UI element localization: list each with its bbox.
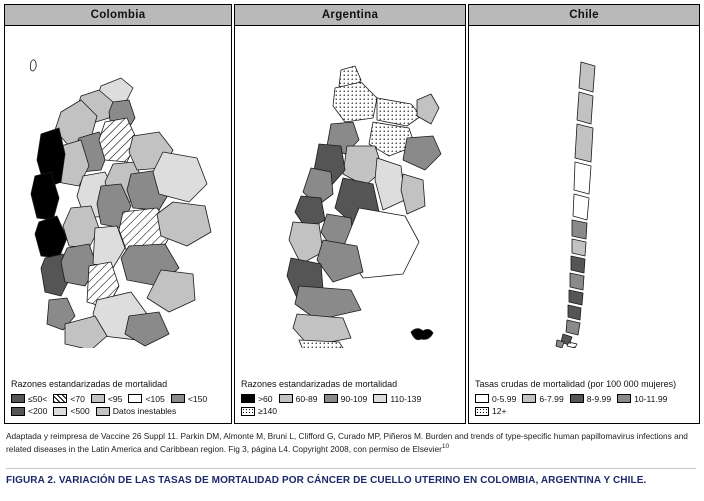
legend-item [475,394,516,405]
source-text: Adaptada y reimpresa de Vaccine 26 Suppl 11. Parkin DM, Almonte M, Bruni L, Clifford G, Curado MP, Piñeros M. Burden and trends of type-specific human papillomavirus infections and related diseases in the Latin America and Caribbean region. Fig 3, página L4. Copyright 2008, con permiso de Elsevier [6,431,688,454]
legend-swatch-icon [324,394,338,403]
legend-swatch-icon [91,394,105,403]
legend-item [617,394,667,405]
legend-chile [475,379,695,419]
legend-swatch-icon [53,394,67,403]
legend-item [11,406,47,417]
argentina-map-svg [235,26,465,348]
legend-item [373,394,421,405]
legend-item-label: <150 [187,393,208,404]
legend-item-label: <500 [70,406,90,417]
legend-item [241,394,273,405]
legend-swatch-icon [522,394,536,403]
legend-item [96,406,177,417]
figure-caption-text: FIGURA 2. VARIACIÓN DE LAS TASAS DE MORTALIDAD POR CÁNCER DE CUELLO UTERINO EN COLOMBIA, ARGENTINA Y CHILE. [6,475,647,486]
map-panels [4,4,700,424]
legend-swatch-icon [475,394,489,403]
legend-item [324,394,368,405]
legend-item-label: <105 [145,393,165,404]
legend-swatch-icon [96,407,110,416]
legend-swatch-icon [11,407,25,416]
legend-item [241,406,277,417]
legend-swatch-icon [53,407,67,416]
panel-chile [468,4,700,424]
legend-item-label: 90-109 [340,393,368,404]
legend-title-argentina: Razones estandarizadas de mortalidad [241,379,398,390]
legend-item-label: ≥140 [258,406,278,417]
colombia-map-svg [5,26,231,348]
legend-swatch-icon [241,407,255,416]
legend-item-label: 6-7.99 [539,393,564,404]
panel-title-colombia: Colombia [5,5,231,26]
legend-item [570,394,611,405]
panel-title-argentina: Argentina [235,5,465,26]
legend-swatch-icon [128,394,142,403]
chile-map-svg [469,26,699,348]
legend-swatch-icon [279,394,293,403]
legend-colombia [11,379,227,419]
legend-title-chile: Tasas crudas de mortalidad (por 100 000 mujeres) [475,379,677,390]
panel-colombia [4,4,232,424]
legend-swatch-icon [373,394,387,403]
legend-title-colombia: Razones estandarizadas de mortalidad [11,379,168,390]
legend-item-label: ≤50< [28,393,48,404]
legend-swatch-icon [617,394,631,403]
legend-items-chile [475,394,695,419]
legend-item-label: 0-5.99 [492,393,517,404]
legend-swatch-icon [241,394,255,403]
legend-item-label: <70 [70,393,85,404]
legend-items-colombia [11,394,227,419]
legend-item [11,394,47,405]
panel-title-chile: Chile [469,5,699,26]
legend-swatch-icon [570,394,584,403]
legend-item-label: 12+ [492,406,507,417]
legend-item-label: 110-139 [390,393,422,404]
legend-item [171,394,207,405]
legend-item-label: <200 [28,406,48,417]
legend-swatch-icon [11,394,25,403]
legend-swatch-icon [475,407,489,416]
legend-item-label: 60-89 [295,393,318,404]
source-note [6,430,696,455]
legend-item [279,394,318,405]
legend-item-label: 8-9.99 [586,393,612,404]
map-chile [469,26,699,348]
legend-item [475,406,507,417]
map-colombia [5,26,231,348]
legend-item [53,394,85,405]
panel-argentina [234,4,466,424]
legend-item [53,406,89,417]
legend-swatch-icon [171,394,185,403]
legend-item-label: Datos inestables [112,406,177,417]
legend-item [128,394,164,405]
legend-item [91,394,123,405]
legend-item [522,394,563,405]
figure-caption [6,475,696,486]
legend-items-argentina [241,394,461,419]
source-reference: 10 [441,443,450,451]
caption-divider [6,468,696,469]
legend-item-label: 10-11.99 [634,393,668,404]
legend-argentina [241,379,461,419]
legend-item-label: >60 [258,393,273,404]
map-argentina [235,26,465,348]
legend-item-label: <95 [107,393,123,404]
